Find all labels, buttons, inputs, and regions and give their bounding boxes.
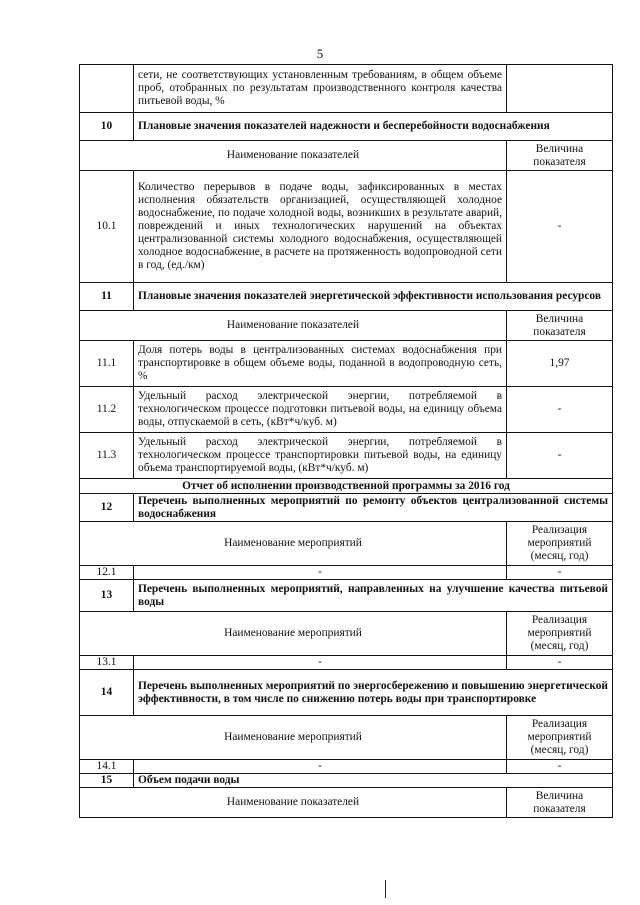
column-header-name: Наименование мероприятий [80, 716, 507, 760]
row-description: - [134, 760, 507, 774]
row-number: 11.3 [80, 433, 134, 479]
column-header-name: Наименование показателей [80, 788, 507, 818]
column-header-row [80, 788, 613, 818]
table-row [80, 566, 613, 580]
column-header-value: Величина показателя [507, 788, 613, 818]
report-title-row [80, 479, 613, 494]
row-number: 11.1 [80, 341, 134, 387]
column-header-value: Реализация мероприятий (месяц, год) [507, 522, 613, 566]
table-row [80, 171, 613, 283]
column-header-value: Реализация мероприятий (месяц, год) [507, 612, 613, 656]
row-value: 1,97 [507, 341, 613, 387]
section-header-row [80, 670, 613, 716]
row-value: - [507, 387, 613, 433]
column-header-name: Наименование мероприятий [80, 522, 507, 566]
row-value: - [507, 433, 613, 479]
row-number: 12.1 [80, 566, 134, 580]
row-number: 14.1 [80, 760, 134, 774]
row-number: 11.2 [80, 387, 134, 433]
page-margin-mark [385, 880, 386, 898]
row-description: Количество перерывов в подаче воды, зафиксированных в местах исполнения обязательств организацией, осуществляющей холодное водоснабжение, по подаче холодной воды, возникших в результате аварий, повреждений и иных технологических нарушений на объектах централизованной системы холодного водоснабжения, осуществляющей холодное водоснабжение, в расчете на протяженность водопроводной сети в год, (ед./км) [134, 171, 507, 283]
column-header-row [80, 612, 613, 656]
section-number: 10 [80, 113, 134, 141]
section-number: 12 [80, 494, 134, 522]
row-number: 10.1 [80, 171, 134, 283]
column-header-row [80, 716, 613, 760]
row-description: сети, не соответствующих установленным требованиям, в общем объеме проб, отобранных по результатам производственного контроля качества питьевой воды, % [134, 65, 507, 113]
row-value [507, 65, 613, 113]
table-row [80, 341, 613, 387]
section-title: Плановые значения показателей надежности и бесперебойности водоснабжения [134, 113, 613, 141]
column-header-name: Наименование мероприятий [80, 612, 507, 656]
row-value: - [507, 171, 613, 283]
column-header-value: Величина показателя [507, 141, 613, 171]
column-header-row [80, 141, 613, 171]
row-number-cell [80, 65, 134, 113]
production-program-table [79, 64, 613, 818]
row-value: - [507, 656, 613, 670]
section-header-row [80, 774, 613, 788]
table-row [80, 656, 613, 670]
section-title: Перечень выполненных мероприятий по ремонту объектов централизованной системы водоснабжения [134, 494, 613, 522]
row-number: 13.1 [80, 656, 134, 670]
table-row [80, 760, 613, 774]
table-row [80, 433, 613, 479]
section-title: Перечень выполненных мероприятий, направленных на улучшение качества питьевой воды [134, 580, 613, 612]
report-title: Отчет об исполнении производственной программы за 2016 год [80, 479, 613, 494]
column-header-row [80, 522, 613, 566]
row-description: Доля потерь воды в централизованных системах водоснабжения при транспортировке в общем объеме воды, поданной в водопроводную сеть, % [134, 341, 507, 387]
section-title: Объем подачи воды [134, 774, 613, 788]
section-header-row [80, 283, 613, 311]
row-description: Удельный расход электрической энергии, потребляемой в технологическом процессе подготовки питьевой воды, на единицу объема воды, отпускаемой в сеть, (кВт*ч/куб. м) [134, 387, 507, 433]
row-description: Удельный расход электрической энергии, потребляемой в технологическом процессе транспортировки питьевой воды, на единицу объема транспортируемой воды, (кВт*ч/куб. м) [134, 433, 507, 479]
row-description: - [134, 656, 507, 670]
table-row [80, 387, 613, 433]
section-number: 14 [80, 670, 134, 716]
row-value: - [507, 566, 613, 580]
row-value: - [507, 760, 613, 774]
table-row [80, 65, 613, 113]
section-number: 11 [80, 283, 134, 311]
page-number: 5 [316, 46, 324, 61]
section-title: Плановые значения показателей энергетической эффективности использования ресурсов [134, 283, 613, 311]
section-title: Перечень выполненных мероприятий по энергосбережению и повышению энергетической эффективности, в том числе по снижению потерь воды при транспортировке [134, 670, 613, 716]
column-header-value: Величина показателя [507, 311, 613, 341]
section-header-row [80, 494, 613, 522]
column-header-name: Наименование показателей [80, 311, 507, 341]
column-header-row [80, 311, 613, 341]
column-header-name: Наименование показателей [80, 141, 507, 171]
section-header-row [80, 113, 613, 141]
column-header-value: Реализация мероприятий (месяц, год) [507, 716, 613, 760]
section-number: 13 [80, 580, 134, 612]
row-description: - [134, 566, 507, 580]
section-number: 15 [80, 774, 134, 788]
section-header-row [80, 580, 613, 612]
